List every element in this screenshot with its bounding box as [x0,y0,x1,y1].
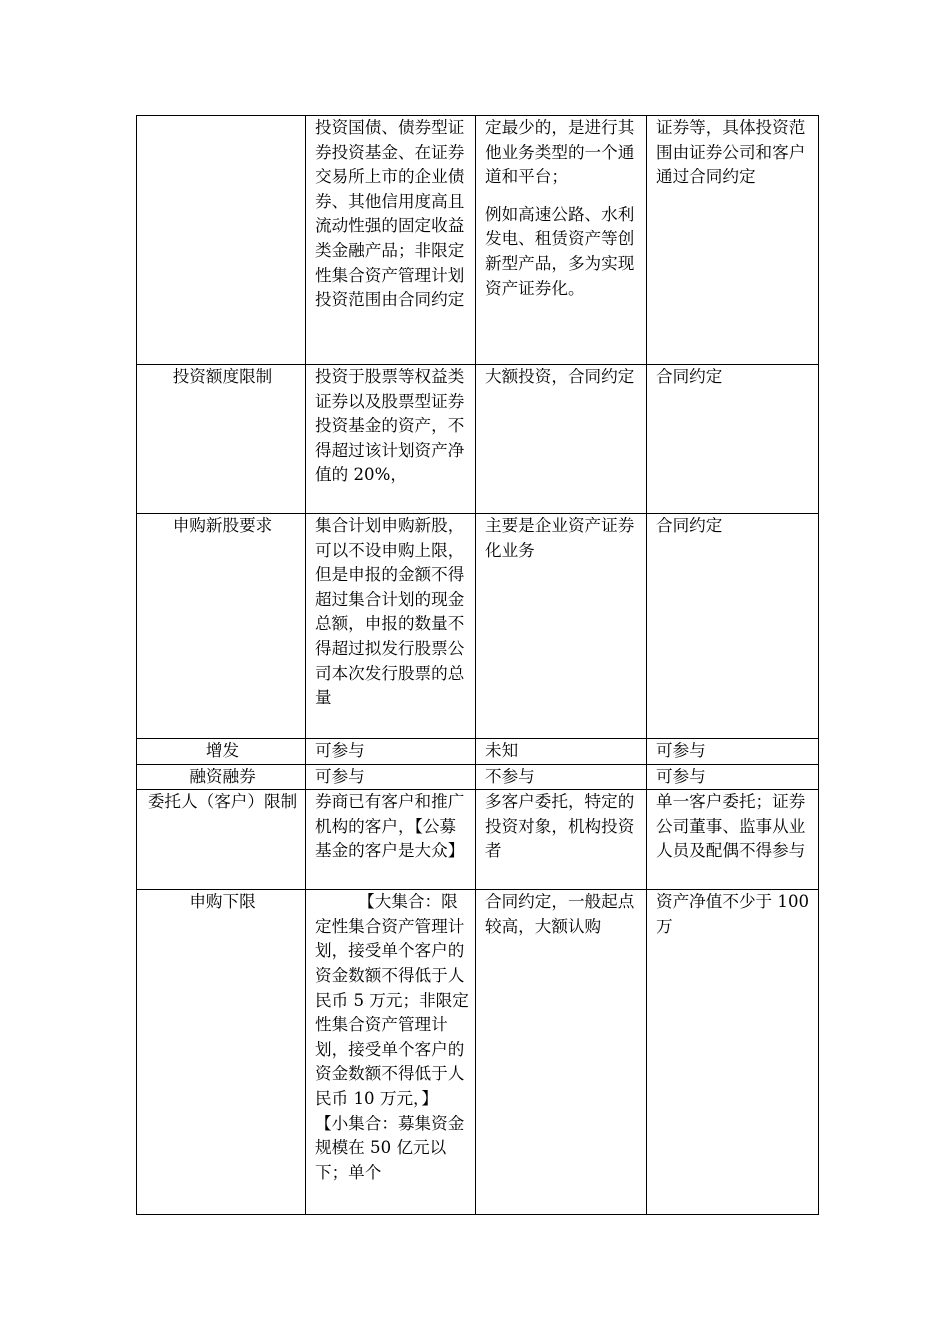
table-row [137,764,819,790]
table-cell [306,116,476,365]
table-row [137,790,819,890]
cell-text: 可参与 [315,741,365,760]
cell-text: 券商已有客户和推广机构的客户，【公募基金的客户是大众】 [315,792,465,861]
table-cell [647,790,819,890]
table-row [137,890,819,1215]
table-cell [476,365,647,514]
table-cell [647,890,819,1215]
table-row [137,116,819,365]
table-row [137,514,819,739]
cell-text: 集合计划申购新股，可以不设申购上限，但是申报的金额不得超过集合计划的现金总额，申报的数量不得超过拟发行股票公司本次发行股票的总量 [315,516,465,708]
cell-text: 不参与 [485,766,535,786]
table-cell [476,116,647,365]
cell-text: 投资于股票等权益类证券以及股票型证券投资基金的资产，不得超过该计划资产净值的 20%， [315,367,465,485]
table-row [137,365,819,514]
cell-text: 可参与 [656,741,706,760]
cell-text: 合同约定 [656,516,723,535]
cell-text: 主要是企业资产证券化业务 [485,516,635,560]
cell-text: 定最少的，是进行其他业务类型的一个通道和平台； [485,118,635,187]
table-cell [647,116,819,365]
cell-text: 未知 [485,741,519,760]
table-row [137,739,819,765]
cell-text: 大额投资，合同约定 [485,367,635,386]
table-cell [306,764,476,790]
cell-text: 资产净值不少于 100 万 [656,892,810,936]
cell-text: 【大集合：限定性集合资产管理计划，接受单个客户的资金数额不得低于人民币 5 万元；非限定性集合资产管理计划，接受单个客户的资金数额不得低于人民币 10 万元，】 【小集合：募集资金规模在 50 亿元以下；单个 [315,892,469,1182]
cell-text: 投资国债、债券型证券投资基金、在证券交易所上市的企业债券、其他信用度高且流动性强的固定收益类金融产品；非限定性集合资产管理计划投资范围由合同约定 [315,118,465,310]
comparison-table [136,115,819,1215]
row-label: 委托人（客户）限制 [137,790,306,890]
table-cell [647,365,819,514]
table-cell [306,365,476,514]
table-cell [476,890,647,1215]
table-cell [306,739,476,765]
table-cell [306,514,476,739]
table-cell [476,739,647,765]
cell-text: 可参与 [656,766,706,786]
row-label: 增发 [137,739,306,765]
table-cell [306,890,476,1215]
table-cell [306,790,476,890]
cell-text: 证券等，具体投资范围由证券公司和客户通过合同约定 [656,118,806,187]
cell-text: 例如高速公路、水利发电、租赁资产等创新型产品，多为实现资产证券化。 [485,204,635,298]
table-cell [476,764,647,790]
row-label: 申购新股要求 [137,514,306,739]
cell-text: 单一客户委托；证券公司董事、监事从业人员及配偶不得参与 [656,792,806,861]
table-cell [647,514,819,739]
table-cell [647,739,819,765]
row-label [137,116,306,365]
row-label: 投资额度限制 [137,365,306,514]
cell-text: 多客户委托，特定的投资对象，机构投资者 [485,792,635,861]
cell-text: 可参与 [315,766,365,786]
cell-text: 合同约定 [656,367,723,386]
table-cell [476,790,647,890]
table-cell [476,514,647,739]
row-label: 申购下限 [137,890,306,1215]
row-label: 融资融券 [137,764,306,790]
table-cell [647,764,819,790]
cell-text: 合同约定，一般起点较高，大额认购 [485,892,635,936]
